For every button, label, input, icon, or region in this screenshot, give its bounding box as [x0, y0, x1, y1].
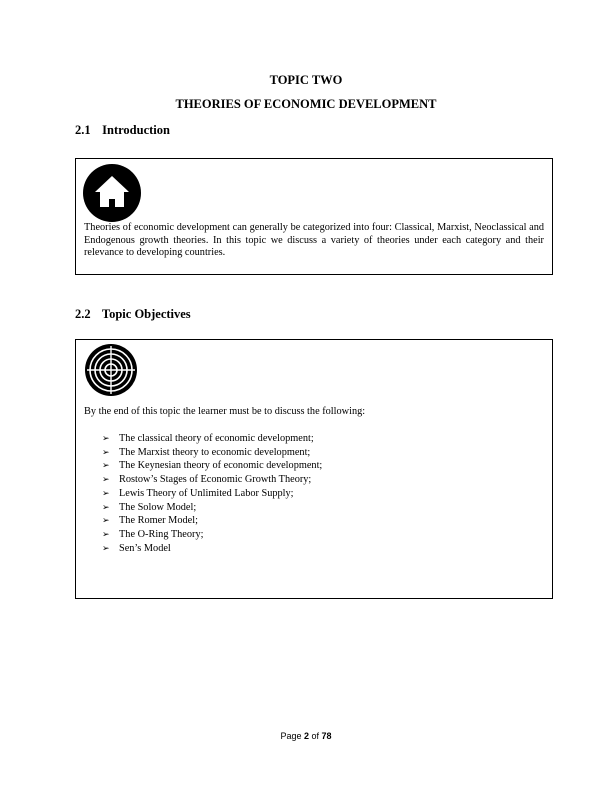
arrow-bullet-icon: ➢ [102, 460, 110, 471]
objective-text: The O-Ring Theory; [119, 528, 204, 540]
page-of: of [311, 731, 320, 741]
page-footer [0, 731, 612, 741]
objective-text: The Solow Model; [119, 501, 197, 513]
objective-text: The Romer Model; [119, 515, 198, 527]
introduction-text: Theories of economic development can generally be categorized into four: Classical, Marxist, Neoclassical and Endogenous growth theories. In this topic we discuss a variety of theories under each category and their relevance to developing countries. [84, 222, 544, 258]
objective-item [102, 501, 322, 515]
objective-item [102, 487, 322, 501]
objective-text: The Marxist theory to economic development; [119, 446, 311, 458]
objective-item [102, 473, 322, 487]
arrow-bullet-icon: ➢ [102, 501, 110, 512]
objectives-box [75, 339, 553, 599]
objectives-list [102, 432, 322, 555]
topic-label: TOPIC TWO [269, 73, 343, 87]
current-page: 2 [303, 731, 309, 741]
target-icon [84, 343, 138, 397]
objective-item [102, 446, 322, 460]
objective-item [102, 514, 322, 528]
section-number: 2.2 [75, 307, 91, 321]
arrow-bullet-icon: ➢ [102, 515, 110, 526]
arrow-bullet-icon: ➢ [102, 474, 110, 485]
objective-item [102, 459, 322, 473]
objective-text: Sen’s Model [119, 542, 171, 554]
page-label: Page [280, 731, 302, 741]
page-title: THEORIES OF ECONOMIC DEVELOPMENT [175, 97, 437, 111]
objective-item [102, 432, 322, 446]
total-pages: 78 [321, 731, 332, 741]
section-heading-objectives [75, 307, 191, 322]
arrow-bullet-icon: ➢ [102, 446, 110, 457]
objective-text: Lewis Theory of Unlimited Labor Supply; [119, 487, 294, 499]
arrow-bullet-icon: ➢ [102, 433, 110, 443]
home-icon [83, 164, 141, 222]
section-title: Topic Objectives [101, 307, 191, 321]
arrow-bullet-icon: ➢ [102, 542, 110, 553]
section-heading-introduction [75, 123, 170, 138]
arrow-bullet-icon: ➢ [102, 528, 110, 539]
objective-item [102, 528, 322, 542]
objective-text: The Keynesian theory of economic development; [119, 460, 323, 472]
objective-item [102, 542, 322, 556]
objectives-intro: By the end of this topic the learner must be to discuss the following: [84, 406, 366, 417]
objective-text: The classical theory of economic development; [119, 433, 314, 444]
introduction-box [75, 158, 553, 275]
objective-text: Rostow’s Stages of Economic Growth Theory; [119, 474, 312, 486]
section-title: Introduction [102, 123, 170, 137]
arrow-bullet-icon: ➢ [102, 487, 110, 498]
section-number: 2.1 [75, 123, 91, 137]
